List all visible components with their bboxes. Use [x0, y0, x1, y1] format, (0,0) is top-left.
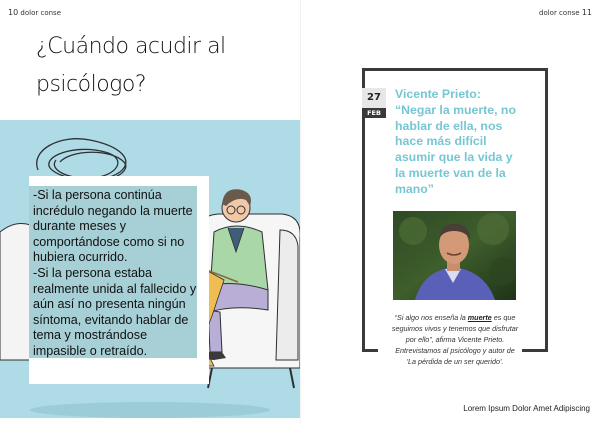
page-gutter: [300, 0, 301, 424]
caption-link[interactable]: muerte: [467, 313, 492, 322]
article-headline[interactable]: Vicente Prieto: “Negar la muerte, no hablar de ella, nos hace más difícil asumir que la vida y la muerte van de la mano”: [395, 87, 516, 196]
right-page-number: 11: [581, 8, 592, 17]
left-page-number: 10: [8, 8, 19, 17]
photo-caption: [390, 312, 520, 367]
caption-text-start: “Si algo nos enseña la: [394, 313, 468, 322]
right-page-header: [539, 8, 592, 17]
text-box-content: -Si la persona continúa incrédulo negando la muerte durante meses y comportándose como si no hubiera ocurrido. -Si la persona estaba realmente unida al fallecido y aún así no presenta ningún síntoma, evitando hablar de tema y mostrándose impasible o retraído.: [33, 188, 197, 358]
portrait-photo: [393, 211, 516, 300]
date-badge: [362, 88, 386, 118]
page-footer: Lorem Ipsum Dolor Amet Adipiscing: [463, 404, 590, 413]
page-title: ¿Cuándo acudir al psicólogo?: [36, 34, 226, 97]
left-page-header: [8, 8, 61, 17]
right-page-label: dolor conse: [539, 9, 580, 17]
left-page-label: dolor conse: [20, 9, 61, 17]
date-month: FEB: [362, 108, 386, 118]
caption-text-end: es que seguimos vivos y tenemos que disfrutar por ello”, afirma Vicente Prieto. Entrevistamos al psicólogo y autor de 'La pérdida de un ser querido'.: [391, 313, 519, 366]
date-day: 27: [362, 88, 386, 108]
